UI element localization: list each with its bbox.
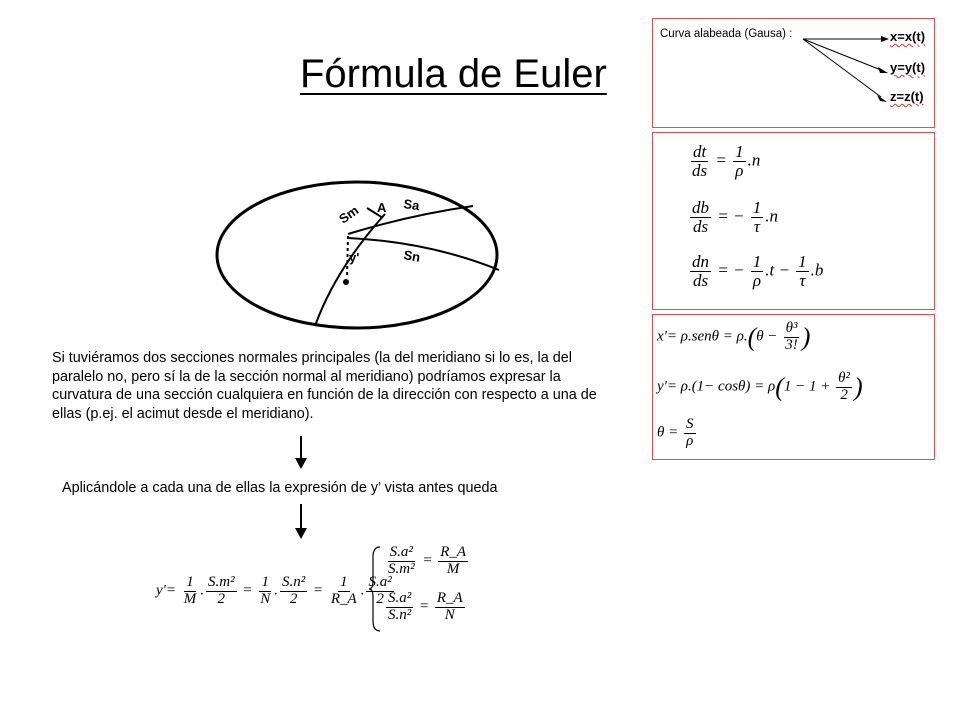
expansion-y: y'= ρ.(1− cosθ) = ρ(1 − 1 + $\frac{\text{θ²}}{2}$ )	[657, 370, 863, 403]
euler-formula	[156, 545, 476, 635]
label-sm: Sm	[336, 202, 362, 227]
applying-text: Aplicándole a cada una de ellas la expresión de y’ vista antes queda	[62, 480, 498, 496]
body-paragraph: Si tuviéramos dos secciones normales principales (la del meridiano si lo es, la del paralelo no, pero sí la de la sección normal al meridiano) podríamos expresar la curvatura de una sección cualquiera en función de la dirección con respecto a una de ellas (p.ej. el acimut desde el meridiano).	[52, 350, 597, 422]
formula-case-1: $\frac{\text{S.a²}}{\text{S.m²}}$ = $\frac{R\_A}{M}$	[388, 544, 467, 577]
eq-y: y=y(t)	[890, 60, 926, 75]
curve-box-text: Curva alabeada (Gausa) :	[660, 28, 793, 40]
expansion-theta: θ = $\frac{S}{\rho}$	[657, 416, 694, 449]
arc-sn	[348, 238, 499, 270]
frenet-row-3: $\frac{dn}{ds}$ = − $\frac{1}{\rho}$ .t − $\frac{1}{\tau}$ .b	[692, 252, 824, 290]
label-sn: Sn	[402, 247, 422, 265]
down-arrow-2	[294, 504, 308, 540]
y-line	[347, 236, 348, 278]
expansion-x: x'= ρ.senθ = ρ.(θ − $\frac{\text{θ³}}{3!}$ )	[657, 320, 811, 353]
label-a: A	[377, 200, 387, 215]
frenet-row-1: $\frac{dt}{ds}$ = $\frac{1}{\rho}$ .n	[692, 142, 761, 180]
arc-sm	[315, 214, 385, 326]
eq-z: z=z(t)	[890, 89, 924, 104]
curve-box	[652, 18, 935, 128]
curve-arrows	[801, 27, 891, 107]
curly-brace	[368, 545, 382, 633]
label-y: y'	[349, 250, 360, 265]
down-arrow-1	[294, 436, 308, 470]
formula-case-2: $\frac{\text{S.a²}}{\text{S.n²}}$ = $\frac{R\_A}{N}$	[388, 590, 463, 623]
label-sa: Sa	[402, 196, 421, 214]
expansion-box	[652, 314, 935, 460]
page-title: Fórmula de Euler	[300, 52, 607, 96]
frenet-row-2: $\frac{db}{ds}$ = − $\frac{1}{\tau}$ .n	[692, 198, 778, 236]
ellipse-diagram	[215, 180, 500, 330]
frenet-box	[652, 132, 935, 310]
point-marker	[343, 279, 349, 285]
eq-x: x=x(t)	[890, 29, 926, 44]
formula-main: y'= $\frac{1}{M}$ . $\frac{\text{S.m²}}{2}$ = $\frac{1}{N}$ . $\frac{\text{S.n²}}{2}$ = $\frac{1}{R\_A}$ . $\frac{\text{S.a²}}{2}$	[156, 574, 392, 607]
